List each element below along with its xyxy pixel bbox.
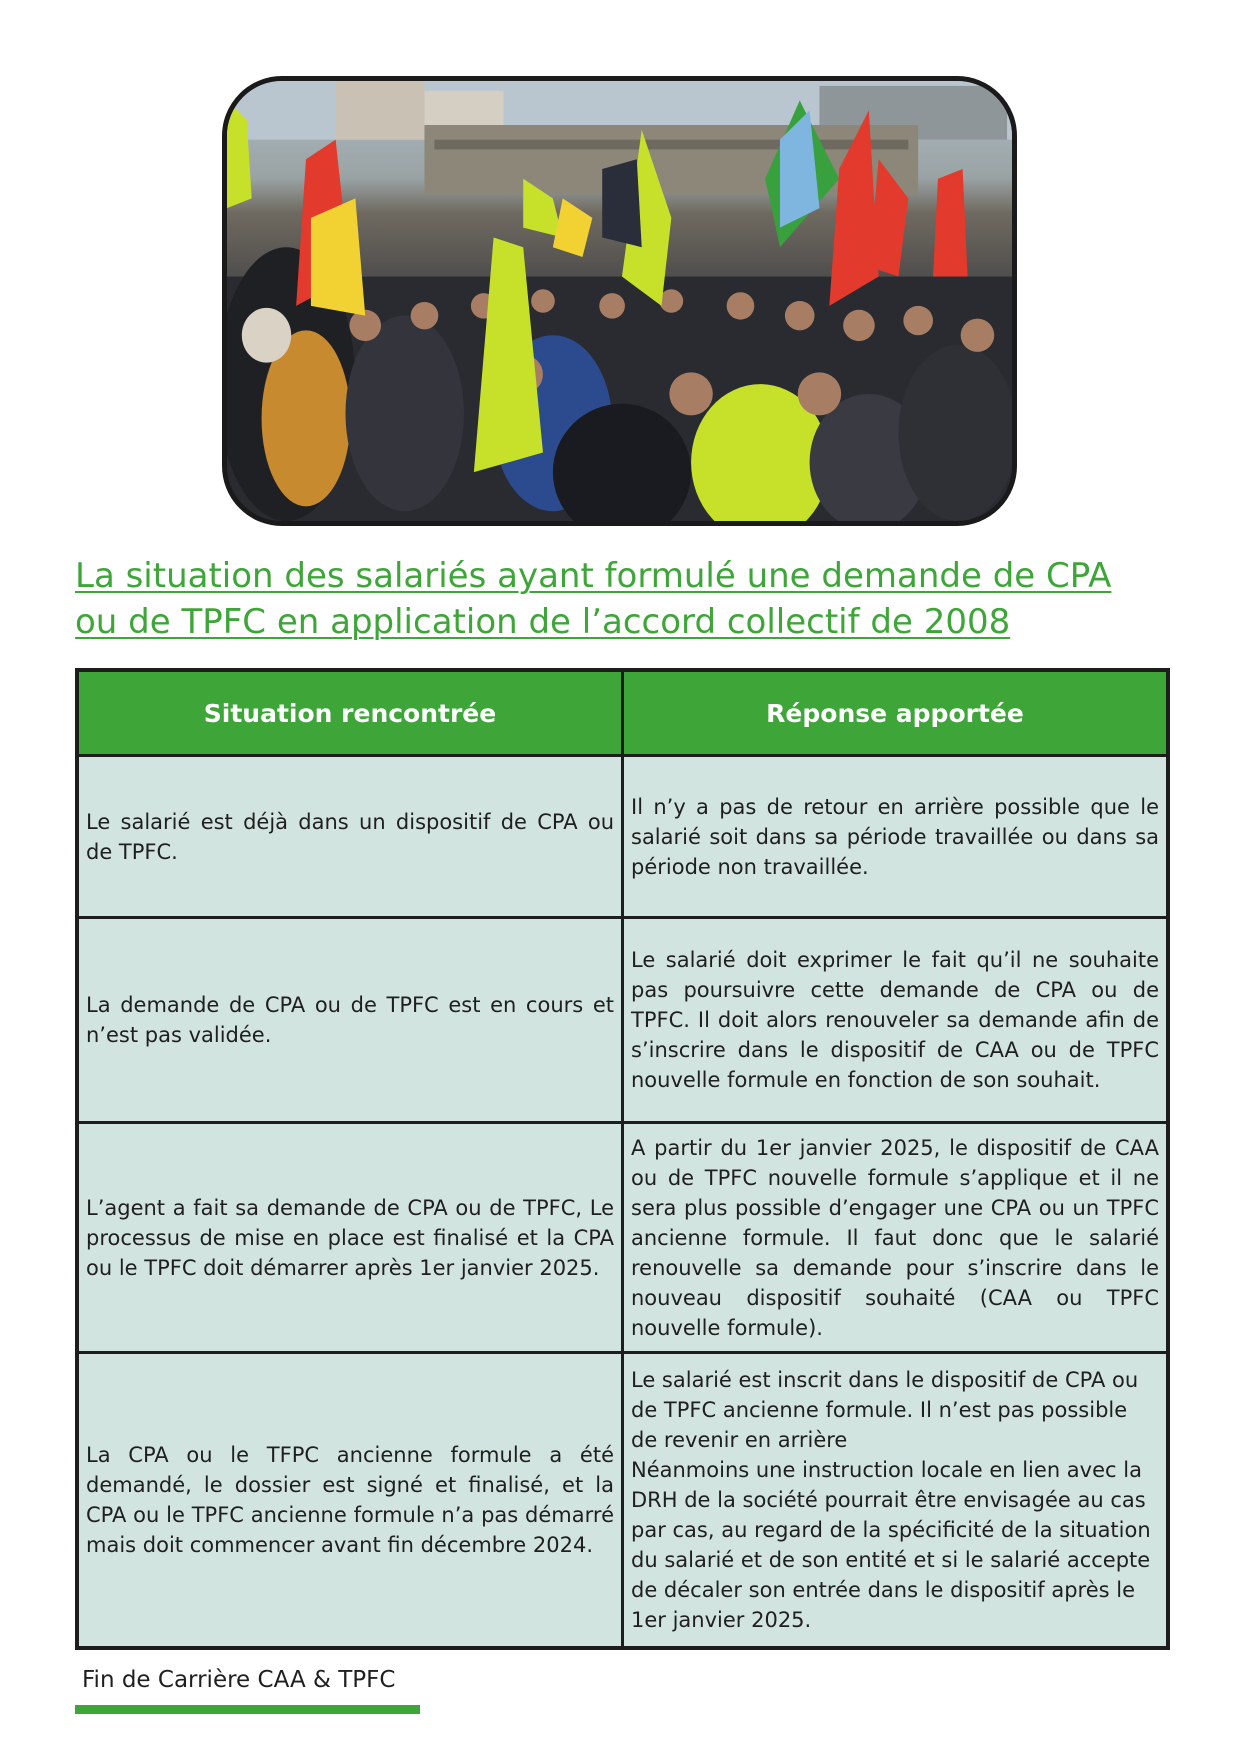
header-situation: Situation rencontrée — [77, 670, 623, 756]
situation-cell: La CPA ou le TFPC ancienne formule a été demandé, le dossier est signé et finalisé, et la CPA ou le TPFC ancienne formule n’a pas démarré mais doit commencer avant fin décembre 2024. — [77, 1353, 623, 1648]
page-title-line-1: La situation des salariés ayant formulé une demande de CPA — [75, 556, 1112, 596]
footer-accent-bar — [75, 1705, 420, 1714]
reponse-cell: Le salarié est inscrit dans le dispositif de CPA ou de TPFC ancienne formule. Il n’est pas possible de revenir en arrière Néanmoins une instruction locale en lien avec la DRH de la société pourrait être envisagée au cas par cas, au regard de la spécificité de la situation du salarié et de son entité et si le salarié accepte de décaler son entrée dans le dispositif après le 1er janvier 2025. — [623, 1353, 1169, 1648]
reponse-cell: Le salarié doit exprimer le fait qu’il ne souhaite pas poursuivre cette demande de CPA ou de TPFC. Il doit alors renouveler sa demande afin de s’inscrire dans le dispositif de CAA ou de TPFC nouvelle formule en fonction de son souhait. — [623, 918, 1169, 1123]
situation-table — [75, 668, 1170, 1650]
table-row — [77, 1123, 1168, 1353]
situation-cell: La demande de CPA ou de TPFC est en cours et n’est pas validée. — [77, 918, 623, 1123]
situation-cell: L’agent a fait sa demande de CPA ou de TPFC, Le processus de mise en place est finalisé et la CPA ou le TPFC doit démarrer après 1er janvier 2025. — [77, 1123, 623, 1353]
protest-photo — [222, 76, 1017, 526]
footer-label: Fin de Carrière CAA & TPFC — [82, 1667, 396, 1693]
page-title — [75, 553, 1175, 645]
table-row — [77, 1353, 1168, 1648]
situation-cell: Le salarié est déjà dans un dispositif de CPA ou de TPFC. — [77, 756, 623, 918]
table-row — [77, 756, 1168, 918]
table-row — [77, 918, 1168, 1123]
reponse-cell: Il n’y a pas de retour en arrière possible que le salarié soit dans sa période travaillée ou dans sa période non travaillée. — [623, 756, 1169, 918]
header-reponse: Réponse apportée — [623, 670, 1169, 756]
table-header-row — [77, 670, 1168, 756]
page-title-line-2: ou de TPFC en application de l’accord collectif de 2008 — [75, 602, 1011, 642]
reponse-cell: A partir du 1er janvier 2025, le dispositif de CAA ou de TPFC nouvelle formule s’applique et il ne sera plus possible d’engager une CPA ou un TPFC ancienne formule. Il faut donc que le salarié renouvelle sa demande pour s’inscrire dans le nouveau dispositif souhaité (CAA ou TPFC nouvelle formule). — [623, 1123, 1169, 1353]
